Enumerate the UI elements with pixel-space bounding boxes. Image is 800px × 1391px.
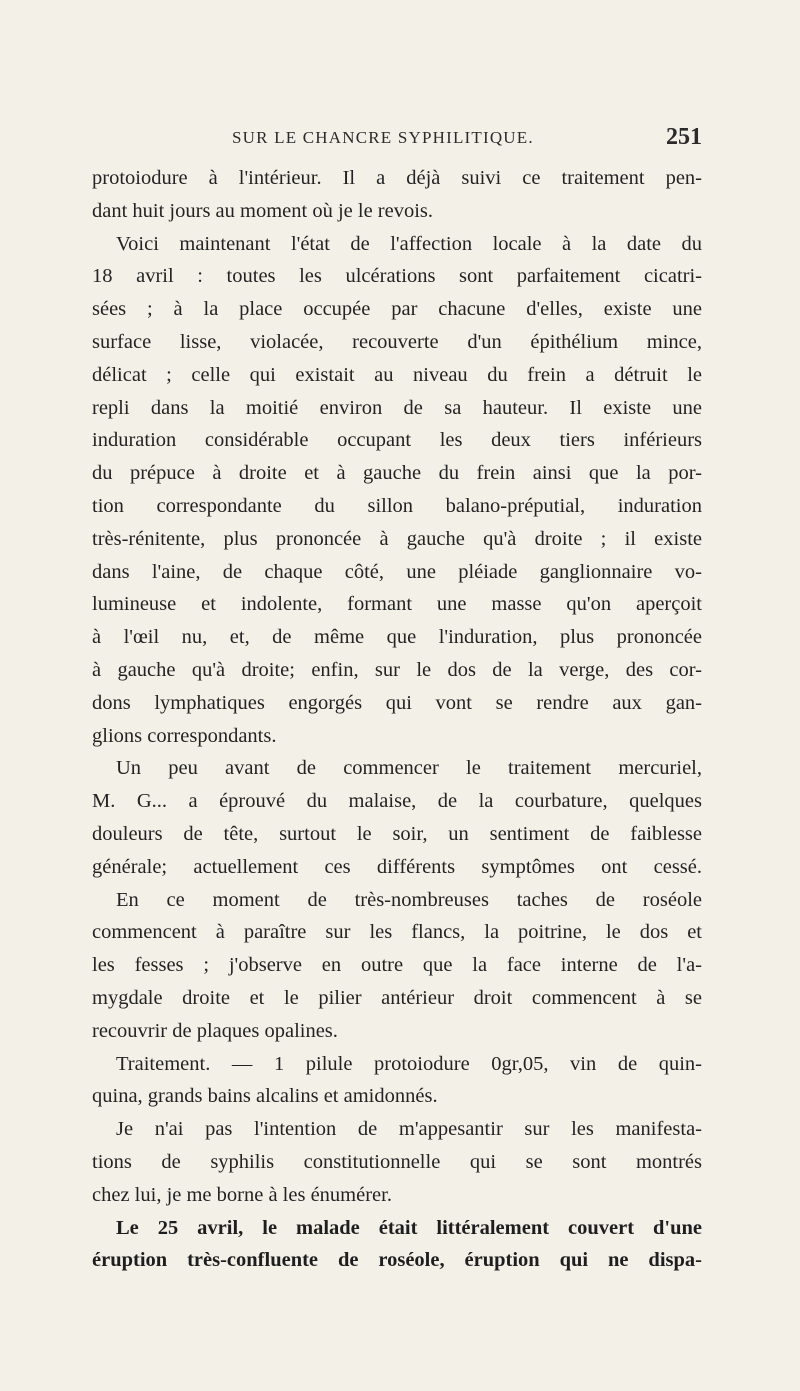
- text-line: repli dans la moitié environ de sa hauteur. Il existe une: [92, 396, 702, 419]
- text-line: En ce moment de très-nombreuses taches de roséole: [116, 888, 702, 911]
- text-line: mygdale droite et le pilier antérieur droit commencent à se: [92, 986, 702, 1009]
- text-line: 18 avril : toutes les ulcérations sont parfaitement cicatri-: [92, 265, 702, 288]
- text-line: glions correspondants.: [92, 724, 277, 747]
- text-line: Traitement. — 1 pilule protoiodure 0gr,05, vin de quin-: [116, 1052, 702, 1075]
- text-line: éruption très-confluente de roséole, éruption qui ne dispa-: [92, 1249, 702, 1272]
- text-line: douleurs de tête, surtout le soir, un sentiment de faiblesse: [92, 822, 702, 845]
- text-line: dons lymphatiques engorgés qui vont se rendre aux gan-: [92, 691, 702, 714]
- text-line: lumineuse et indolente, formant une masse qu'on aperçoit: [92, 593, 702, 616]
- text-line: Je n'ai pas l'intention de m'appesantir sur les manifesta-: [116, 1118, 702, 1141]
- text-line: délicat ; celle qui existait au niveau du frein a détruit le: [92, 363, 702, 386]
- text-line: commencent à paraître sur les flancs, la poitrine, le dos et: [92, 921, 702, 944]
- text-line: Voici maintenant l'état de l'affection locale à la date du: [116, 232, 702, 255]
- text-line: Un peu avant de commencer le traitement mercuriel,: [116, 757, 702, 780]
- text-line: recouvrir de plaques opalines.: [92, 1019, 338, 1042]
- text-line: Le 25 avril, le malade était littéralement couvert d'une: [116, 1216, 702, 1239]
- text-line: dant huit jours au moment où je le revois.: [92, 199, 434, 222]
- page-number: 251: [666, 124, 702, 150]
- text-line: quina, grands bains alcalins et amidonnés.: [92, 1085, 438, 1108]
- text-line: à l'œil nu, et, de même que l'induration, plus prononcée: [92, 626, 702, 649]
- text-line: surface lisse, violacée, recouverte d'un épithélium mince,: [92, 330, 702, 353]
- text-line: les fesses ; j'observe en outre que la face interne de l'a-: [92, 954, 702, 977]
- running-title: SUR LE CHANCRE SYPHILITIQUE.: [232, 128, 534, 147]
- text-line: du prépuce à droite et à gauche du frein ainsi que la por-: [92, 462, 702, 485]
- text-line: dans l'aine, de chaque côté, une pléiade ganglionnaire vo-: [92, 560, 702, 583]
- text-line: tions de syphilis constitutionnelle qui se sont montrés: [92, 1150, 702, 1173]
- text-line: à gauche qu'à droite; enfin, sur le dos de la verge, des cor-: [92, 658, 702, 681]
- text-line: M. G... a éprouvé du malaise, de la courbature, quelques: [92, 790, 702, 813]
- text-line: générale; actuellement ces différents symptômes ont cessé.: [92, 855, 702, 878]
- text-line: sées ; à la place occupée par chacune d'elles, existe une: [92, 298, 702, 321]
- text-line: protoiodure à l'intérieur. Il a déjà suivi ce traitement pen-: [92, 167, 702, 189]
- text-line: induration considérable occupant les deux tiers inférieurs: [92, 429, 702, 452]
- text-line: chez lui, je me borne à les énumérer.: [92, 1183, 392, 1206]
- text-line: très-rénitente, plus prononcée à gauche qu'à droite ; il existe: [92, 527, 702, 550]
- page-header: [92, 124, 702, 156]
- body-text: [92, 162, 702, 1277]
- text-line: tion correspondante du sillon balano-préputial, induration: [92, 494, 702, 517]
